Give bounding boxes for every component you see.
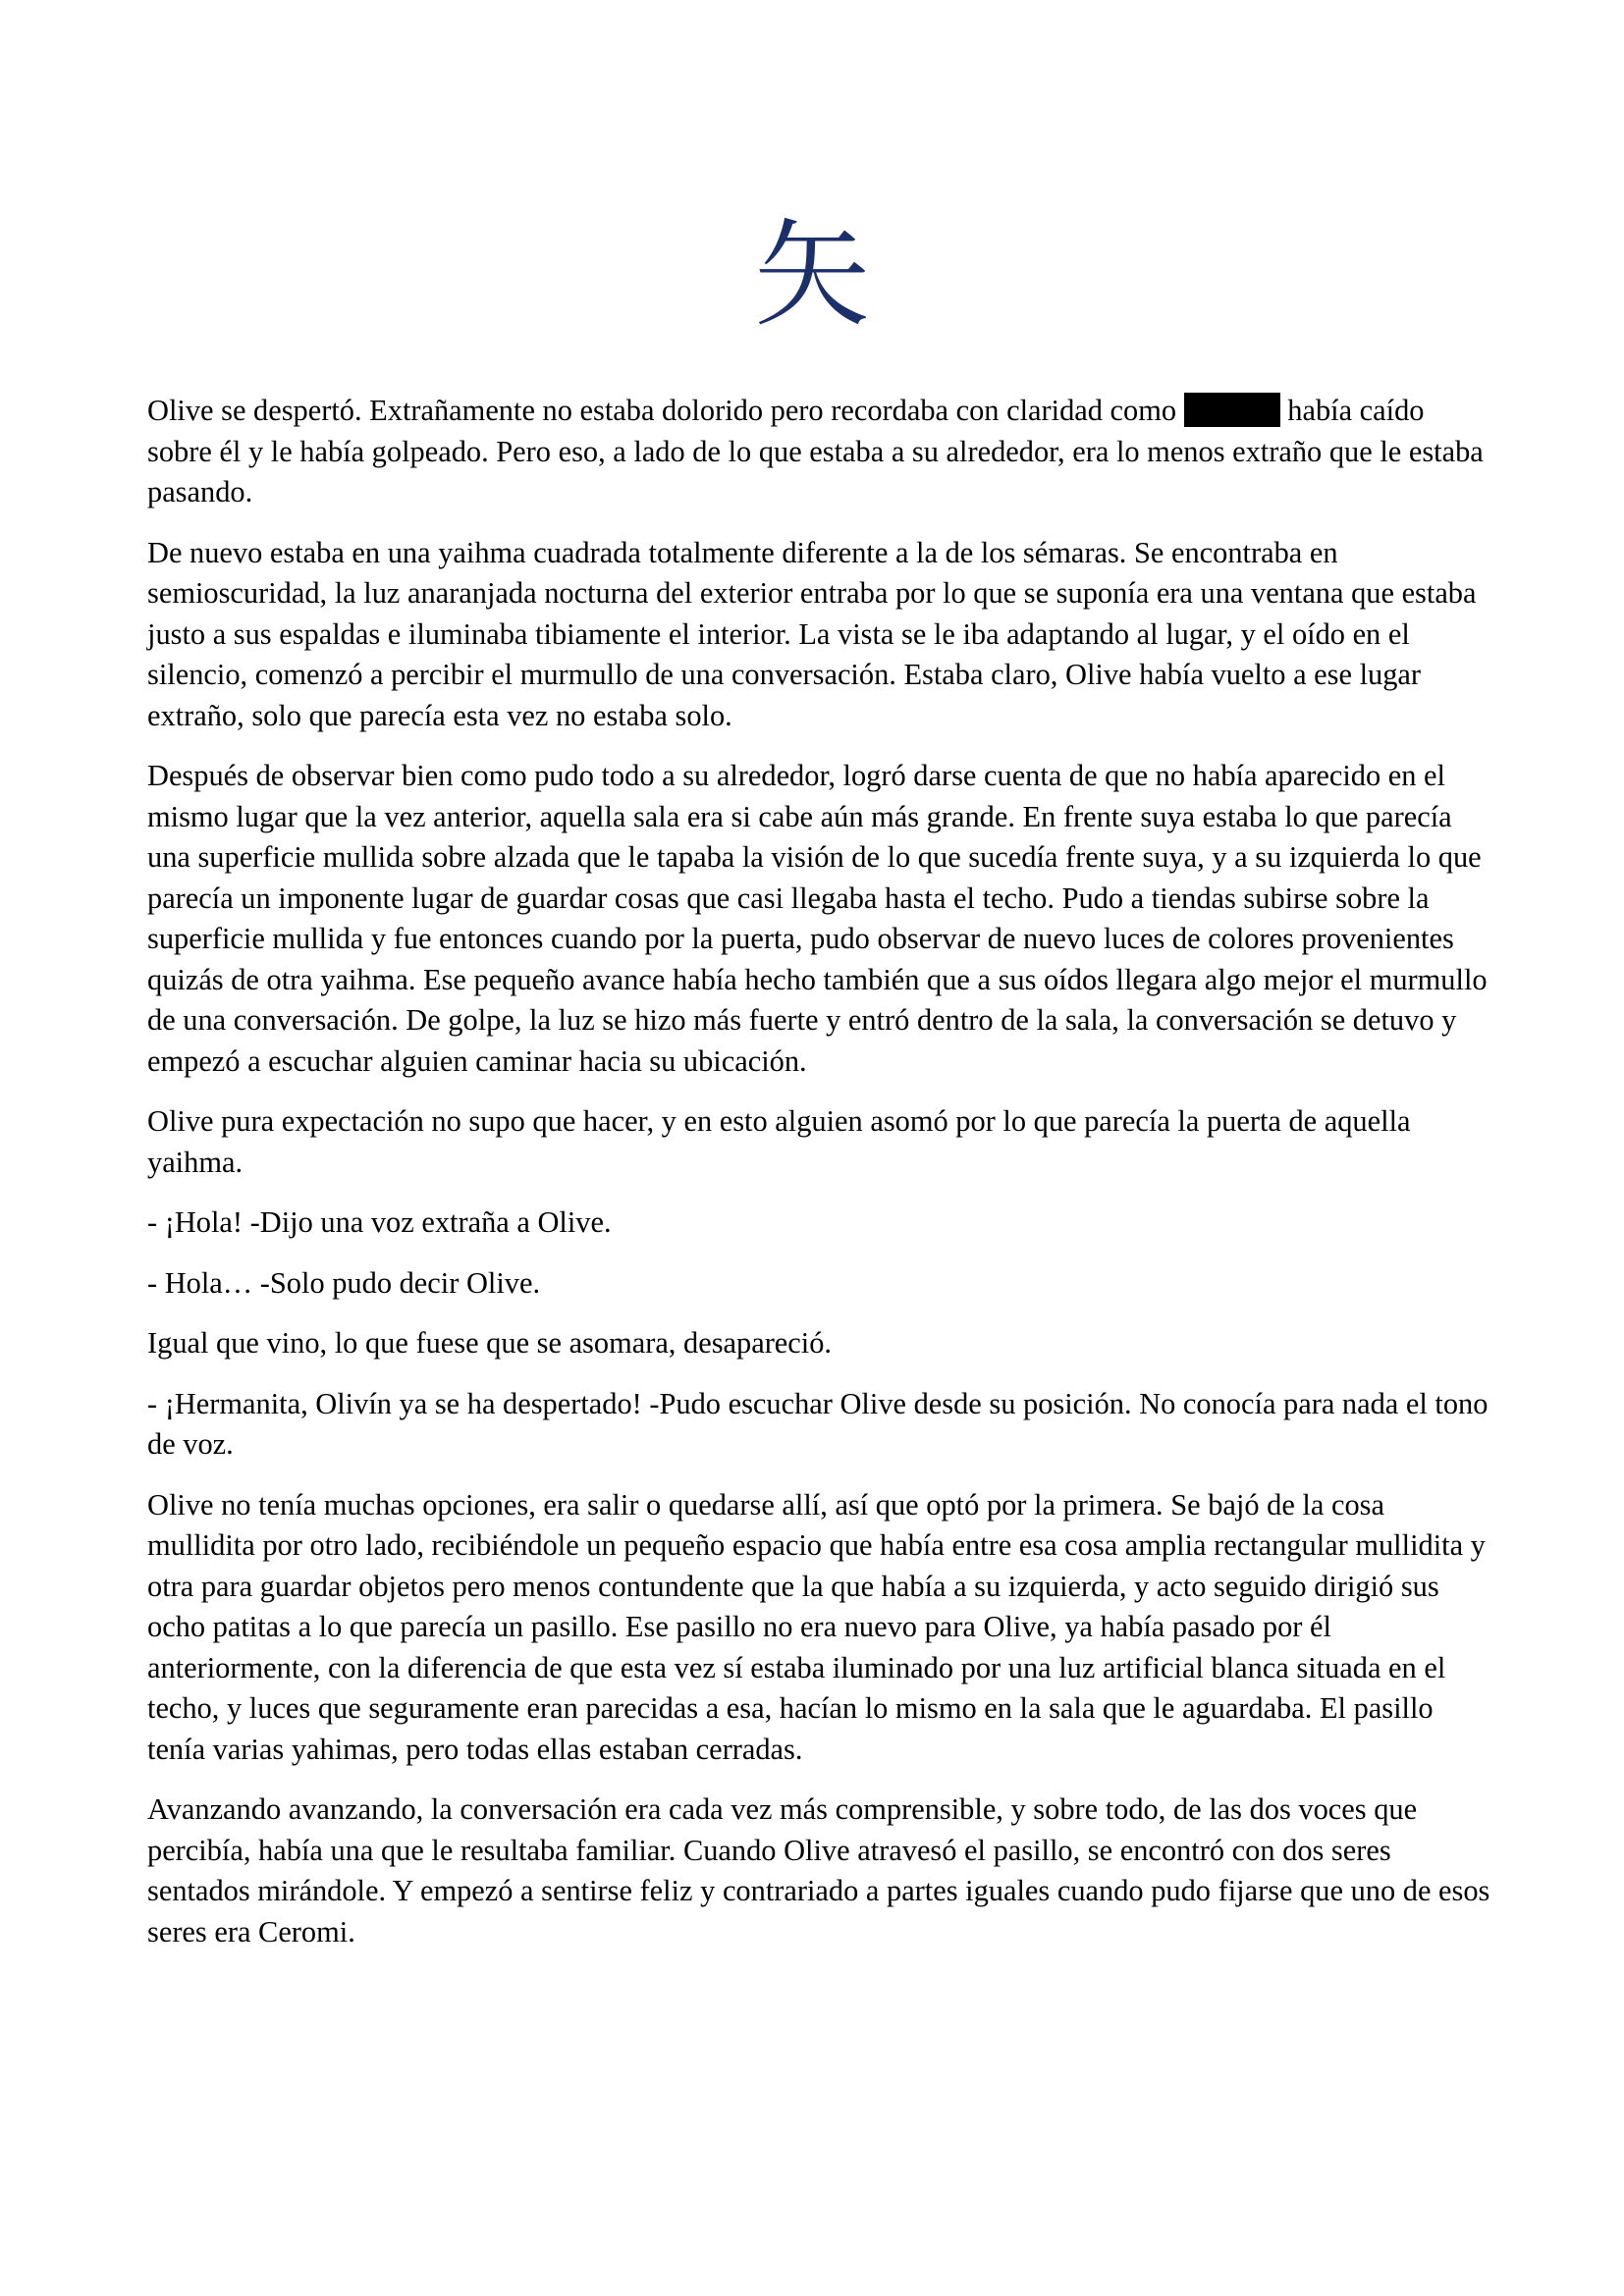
body-text (147, 391, 1490, 1972)
dialogue-line-3: - ¡Hermanita, Olivín ya se ha despertado! -Pudo escuchar Olive desde su posición. No conocía para nada el tono de voz. (147, 1386, 1489, 1461)
paragraph-10: Avanzando avanzando, la conversación era cada vez más comprensible, y sobre todo, de las dos voces que percibía, había una que le resultaba familiar. Cuando Olive atravesó el pasillo, se encontró con dos seres sentados mirándole. Y empezó a sentirse feliz y contrariado a partes iguales cuando pudo fijarse que uno de esos seres era Ceromi. (147, 1792, 1490, 1949)
paragraph-1-after-redaction: había caído sobre él y le había golpeado. Pero eso, a lado de lo que estaba a su alrededor, era lo menos extraño que le estaba pasando. (147, 394, 1484, 508)
paragraph-9: Olive no tenía muchas opciones, era salir o quedarse allí, así que optó por la primera. Se bajó de la cosa mullidita por otro lado, recibiéndole un pequeño espacio que había entre esa cosa amplia rectangular mullidita y otra para guardar objetos pero menos contundente que la que había a su izquierda, y acto seguido dirigió sus ocho patitas a lo que parecía un pasillo. Ese pasillo no era nuevo para Olive, ya había pasado por él anteriormente, con la diferencia de que esta vez sí estaba iluminado por una luz artificial blanca situada en el techo, y luces que seguramente eran parecidas a esa, hacían lo mismo en la sala que le aguardaba. El pasillo tenía varias yahimas, pero todas ellas estaban cerradas. (147, 1487, 1486, 1766)
paragraph-3: Después de observar bien como pudo todo a su alrededor, logró darse cuenta de que no había aparecido en el mismo lugar que la vez anterior, aquella sala era si cabe aún más grande. En frente suya estaba lo que parecía una superficie mullida sobre alzada que le tapaba la visión de lo que sucedía frente suya, y a su izquierda lo que parecía un imponente lugar de guardar cosas que casi llegaba hasta el techo. Pudo a tiendas subirse sobre la superficie mullida y fue entonces cuando por la puerta, pudo observar de nuevo luces de colores provenientes quizás de otra yaihma. Ese pequeño avance había hecho también que a sus oídos llegara algo mejor el murmullo de una conversación. De golpe, la luz se hizo más fuerte y entró dentro de la sala, la conversación se detuvo y empezó a escuchar alguien caminar hacia su ubicación. (147, 759, 1488, 1078)
heading-glyph: 矢 (753, 207, 870, 343)
redaction-bar (1184, 393, 1280, 427)
paragraph-4: Olive pura expectación no supo que hacer, y en esto alguien asomó por lo que parecía la puerta de aquella yaihma. (147, 1104, 1411, 1179)
dialogue-line-2: - Hola… -Solo pudo decir Olive. (147, 1265, 541, 1300)
paragraph-2: De nuevo estaba en una yaihma cuadrada totalmente diferente a la de los sémaras. Se encontraba en semioscuridad, la luz anaranjada nocturna del exterior entraba por lo que se suponía era una ventana que estaba justo a sus espaldas e iluminaba tibiamente el interior. La vista se le iba adaptando al lugar, y el oído en el silencio, comenzó a percibir el murmullo de una conversación. Estaba claro, Olive había vuelto a ese lugar extraño, solo que parecía esta vez no estaba solo. (147, 535, 1477, 732)
paragraph-1-before-redaction: Olive se despertó. Extrañamente no estaba dolorido pero recordaba con claridad como (147, 394, 1184, 427)
paragraph-7: Igual que vino, lo que fuese que se asomara, desapareció. (147, 1326, 833, 1360)
dialogue-line-1: - ¡Hola! -Dijo una voz extraña a Olive. (147, 1205, 612, 1239)
paragraph-1 (147, 391, 1490, 513)
